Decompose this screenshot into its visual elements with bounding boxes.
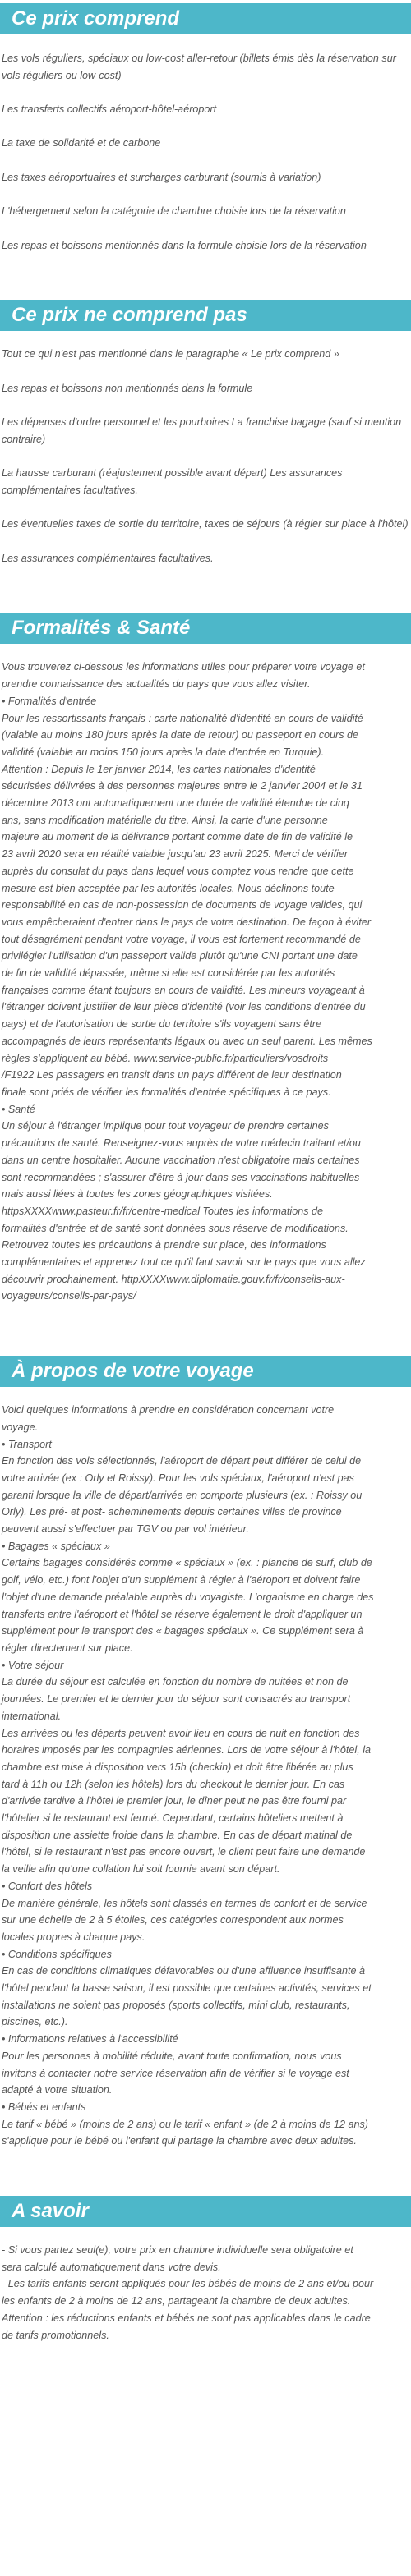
text-line: Retrouvez toutes les précautions à prendre sur place, des informations xyxy=(2,1239,326,1251)
text-line: précautions de santé. Renseignez-vous auprès de votre médecin traitant et/ou xyxy=(2,1137,361,1150)
section-price-excludes xyxy=(0,300,411,581)
text-line: peuvent aussi s'effectuer par TGV ou par vol intérieur. xyxy=(2,1523,249,1536)
paragraph: Les transferts collectifs aéroport-hôtel-aéroport xyxy=(2,103,217,116)
text-line: De manière générale, les hôtels sont classés en termes de confort et de service xyxy=(2,1897,367,1909)
text-line: Pour les ressortissants français : carte nationalité d'identité en cours de validité xyxy=(2,712,363,724)
text-line: accompagnés de leurs représentants légaux ou avec un seul parent. Les mêmes xyxy=(2,1035,372,1047)
text-line: installations ne soient pas proposés (sports collectifs, mini club, restaurants, xyxy=(2,1999,350,2011)
text-line: mais aussi liées à toutes les zones géographiques visitées. xyxy=(2,1188,273,1201)
text-line: • Bagages « spéciaux » xyxy=(2,1540,110,1552)
text-line: La durée du séjour est calculée en fonction du nombre de nuitées et non de xyxy=(2,1676,349,1688)
text-line: Orly). Les pré- et post- acheminements depuis certaines villes de province xyxy=(2,1506,342,1518)
text-line: sera calculé automatiquement dans votre devis. xyxy=(2,2261,221,2273)
paragraph: Les éventuelles taxes de sortie du territoire, taxes de séjours (à régler sur place à l'hôtel) xyxy=(2,518,409,530)
paragraph: Les assurances complémentaires facultatives. xyxy=(2,552,214,564)
text-line: locales propres à chaque pays. xyxy=(2,1931,145,1943)
text-line: ans, sans modification matérielle du titre. Ainsi, la carte d'une personne xyxy=(2,814,328,826)
text-line: finale sont priés de vérifier les formalités d'entrée spécifiques à ce pays. xyxy=(2,1086,331,1098)
paragraph: Les vols réguliers, spéciaux ou low-cost aller-retour (billets émis dès la réservation sur vols réguliers ou low-cost) xyxy=(2,53,396,81)
text-line: découvrir prochainement. httpXXXXwww.diplomatie.gouv.fr/fr/conseils-aux- xyxy=(2,1273,345,1285)
section-price-includes xyxy=(0,3,411,269)
text-line: Pour les personnes à mobilité réduite, avant toute confirmation, nous vous xyxy=(2,2050,342,2062)
paragraph: La hausse carburant (réajustement possible avant départ) Les assurances complémentaires facultatives. xyxy=(2,467,343,496)
text-line: • Formalités d'entrée xyxy=(2,695,97,707)
section-content xyxy=(0,2227,411,2358)
section-content xyxy=(0,1387,411,2165)
text-line: - Les tarifs enfants seront appliqués pour les bébés de moins de 2 ans et/ou pour xyxy=(2,2278,374,2290)
text-line: prendre connaissance des actualités du pays que vous allez visiter. xyxy=(2,678,311,691)
paragraph: Les repas et boissons mentionnés dans la formule choisie lors de la réservation xyxy=(2,239,367,251)
text-line: l'hôtelier si le restaurant est fermé. Cependant, certains hôteliers mettent à xyxy=(2,1812,344,1825)
text-line: l'objet d'une demande préalable auprès du voyagiste. L'organisme en charge des xyxy=(2,1591,374,1603)
section-title: À propos de votre voyage xyxy=(0,1356,411,1387)
text-line: • Santé xyxy=(2,1103,35,1115)
text-line: d'arrivée tardive à l'hôtel le premier jour, le dîner peut ne pas être fourni par xyxy=(2,1795,347,1807)
text-line: vous empêcheraient d'entrer dans le pays de votre destination. De façon à éviter xyxy=(2,916,372,928)
text-line: Attention : les réductions enfants et bébés ne sont pas applicables dans le cadre xyxy=(2,2312,371,2324)
text-line: dans un centre hospitalier. Aucune vaccination n'est obligatoire mais certaines xyxy=(2,1154,360,1166)
section-content xyxy=(0,644,411,1320)
text-line: 23 avril 2020 sera en réalité valable jusqu'au 23 avril 2025. Merci de vérifier xyxy=(2,848,349,861)
text-line: de tarifs promotionnels. xyxy=(2,2329,109,2341)
text-line: transferts entre l'aéroport et l'hôtel se réserve également le droit d'appliquer un xyxy=(2,1608,363,1620)
text-line: sécurisées délivrées à des personnes majeures entre le 2 janvier 2004 et le 31 xyxy=(2,780,363,792)
text-line: tout désagrément pendant votre voyage, il vous est fortement recommandé de xyxy=(2,933,361,945)
text-line: responsabilité en cas de non-possession de documents de voyage valides, qui xyxy=(2,899,363,911)
text-line: • Conditions spécifiques xyxy=(2,1948,112,1960)
text-line: journées. Le premier et le dernier jour du séjour sont consacrés au transport xyxy=(2,1693,351,1706)
text-line: /F1922 Les passagers en transit dans un pays différent de leur destination xyxy=(2,1069,342,1081)
text-line: de fin de validité dépassée, même si elle est considérée par les autorités xyxy=(2,967,335,980)
text-line: • Informations relatives à l'accessibilité xyxy=(2,2033,178,2046)
text-line: Le tarif « bébé » (moins de 2 ans) ou le tarif « enfant » (de 2 à moins de 12 ans) xyxy=(2,2118,368,2130)
text-line: l'hôtel pendant la basse saison, il est possible que certaines activités, services et xyxy=(2,1982,372,1995)
text-line: formalités d'entrée et de santé sont données sous réserve de modifications. xyxy=(2,1222,349,1234)
text-line: adapté à votre situation. xyxy=(2,2084,113,2096)
text-line: votre arrivée (ex : Orly et Roissy). Pour les vols spéciaux, l'aéroport n'est pas xyxy=(2,1472,354,1484)
text-line: golf, vélo, etc.) font l'objet d'un supplément à régler à l'aéroport et doivent faire xyxy=(2,1574,361,1586)
section-good-to-know xyxy=(0,2196,411,2358)
section-content xyxy=(0,331,411,581)
text-line: • Confort des hôtels xyxy=(2,1880,93,1892)
text-line: auprès du consulat du pays dans lequel vous comptez vous rendre que cette xyxy=(2,865,354,877)
text-line: En cas de conditions climatiques défavorables ou d'une affluence insuffisante à xyxy=(2,1965,366,1977)
text-line: voyage. xyxy=(2,1421,39,1433)
text-line: tard à 11h ou 12h (selon les hôtels) lors du checkout le dernier jour. En cas xyxy=(2,1778,345,1790)
paragraph: Les taxes aéroportuaires et surcharges carburant (soumis à variation) xyxy=(2,171,321,183)
text-line: l'hôtel, si le restaurant n'est pas encore ouvert, le client peut faire une demande xyxy=(2,1846,366,1858)
section-about-trip xyxy=(0,1356,411,2165)
text-line: Certains bagages considérés comme « spéciaux » (ex. : planche de surf, club de xyxy=(2,1557,372,1569)
text-line: sur une échelle de 2 à 5 étoiles, ces catégories correspondent aux normes xyxy=(2,1914,344,1926)
text-line: • Bébés et enfants xyxy=(2,2101,86,2113)
text-line: Attention : Depuis le 1er janvier 2014, les cartes nationales d'identité xyxy=(2,763,316,775)
paragraph: Les dépenses d'ordre personnel et les pourboires La franchise bagage (sauf si mention contraire) xyxy=(2,416,402,445)
text-line: Vous trouverez ci-dessous les informations utiles pour préparer votre voyage et xyxy=(2,661,365,673)
text-line: • Transport xyxy=(2,1438,52,1450)
text-line: supplément pour le transport des « bagages spéciaux ». Ce supplément sera à xyxy=(2,1625,364,1637)
text-line: mesure est bien acceptée par les autorités locales. Nous déclinons toute xyxy=(2,882,335,894)
section-title: A savoir xyxy=(0,2196,411,2227)
text-line: Un séjour à l'étranger implique pour tout voyageur de prendre certaines xyxy=(2,1120,329,1132)
text-line: horaires imposés par les compagnies aériennes. Lors de votre séjour à l'hôtel, la xyxy=(2,1744,372,1756)
text-line: pays) et de l'autorisation de sortie du territoire s'ils voyagent sans être xyxy=(2,1018,322,1031)
text-line: voyageurs/conseils-par-pays/ xyxy=(2,1290,136,1302)
text-line: piscines, etc.). xyxy=(2,2016,68,2028)
paragraph: Tout ce qui n'est pas mentionné dans le paragraphe « Le prix comprend » xyxy=(2,348,339,360)
text-line: décembre 2013 ont automatiquement une durée de validité étendue de cinq xyxy=(2,797,349,810)
section-title: Ce prix comprend xyxy=(0,3,411,34)
section-title: Formalités & Santé xyxy=(0,613,411,644)
paragraph: La taxe de solidarité et de carbone xyxy=(2,137,161,149)
text-line: les enfants de 2 à moins de 12 ans, partageant la chambre de deux adultes. xyxy=(2,2295,351,2307)
text-line: l'étranger doivent justifier de leur pièce d'identité (voir les conditions d'entrée du xyxy=(2,1001,366,1013)
text-line: françaises comme étant toujours en cours de validité. Les mineurs voyageant à xyxy=(2,984,365,996)
text-line: s'applique pour le bébé ou l'enfant qui partage la chambre avec deux adultes. xyxy=(2,2135,357,2147)
text-line: international. xyxy=(2,1710,62,1722)
text-line: httpsXXXXwww.pasteur.fr/fr/centre-medical Toutes les informations de xyxy=(2,1205,324,1217)
text-line: chambre est mise à disposition vers 15h (checkin) et doit être libérée au plus xyxy=(2,1761,353,1773)
section-content xyxy=(0,34,411,269)
text-line: Voici quelques informations à prendre en considération concernant votre xyxy=(2,1404,335,1417)
section-title: Ce prix ne comprend pas xyxy=(0,300,411,331)
text-line: la veille afin qu'une collation lui soit fournie avant son départ. xyxy=(2,1863,280,1876)
text-line: Les arrivées ou les départs peuvent avoir lieu en cours de nuit en fonction des xyxy=(2,1727,360,1739)
text-line: complémentaires et apprenez tout ce qu'il faut savoir sur le pays que vous allez xyxy=(2,1256,366,1269)
text-line: privilégier l'utilisation d'un passeport valide plutôt qu'une CNI portant une date xyxy=(2,950,358,962)
paragraph: L'hébergement selon la catégorie de chambre choisie lors de la réservation xyxy=(2,205,346,218)
text-line: validité (valable au moins 150 jours après la date d'entrée en Turquie). xyxy=(2,746,325,758)
text-line: régler directement sur place. xyxy=(2,1642,133,1654)
text-line: majeure au moment de la délivrance portant comme date de fin de validité le xyxy=(2,831,353,843)
paragraph: Les repas et boissons non mentionnés dans la formule xyxy=(2,382,253,394)
text-line: garanti lorsque la ville de départ/arrivée en comporte plusieurs (ex. : Roissy ou xyxy=(2,1489,363,1501)
text-line: • Votre séjour xyxy=(2,1659,64,1671)
text-line: En fonction des vols sélectionnés, l'aéroport de départ peut différer de celui de xyxy=(2,1455,362,1467)
text-line: invitons à contacter notre service réservation afin de vérifier si le voyage est xyxy=(2,2067,349,2079)
text-line: - Si vous partez seul(e), votre prix en chambre individuelle sera obligatoire et xyxy=(2,2244,353,2257)
text-line: (valable au moins 180 jours après la date de retour) ou passeport en cours de xyxy=(2,729,359,742)
text-line: règles s'appliquent au bébé. www.service-public.fr/particuliers/vosdroits xyxy=(2,1052,329,1064)
text-line: sont recommandées ; s'assurer d'être à jour dans ses vaccinations habituelles xyxy=(2,1171,360,1183)
text-line: disposition une assiette froide dans la chambre. En cas de départ matinal de xyxy=(2,1829,353,1841)
section-formalities-health xyxy=(0,613,411,1320)
